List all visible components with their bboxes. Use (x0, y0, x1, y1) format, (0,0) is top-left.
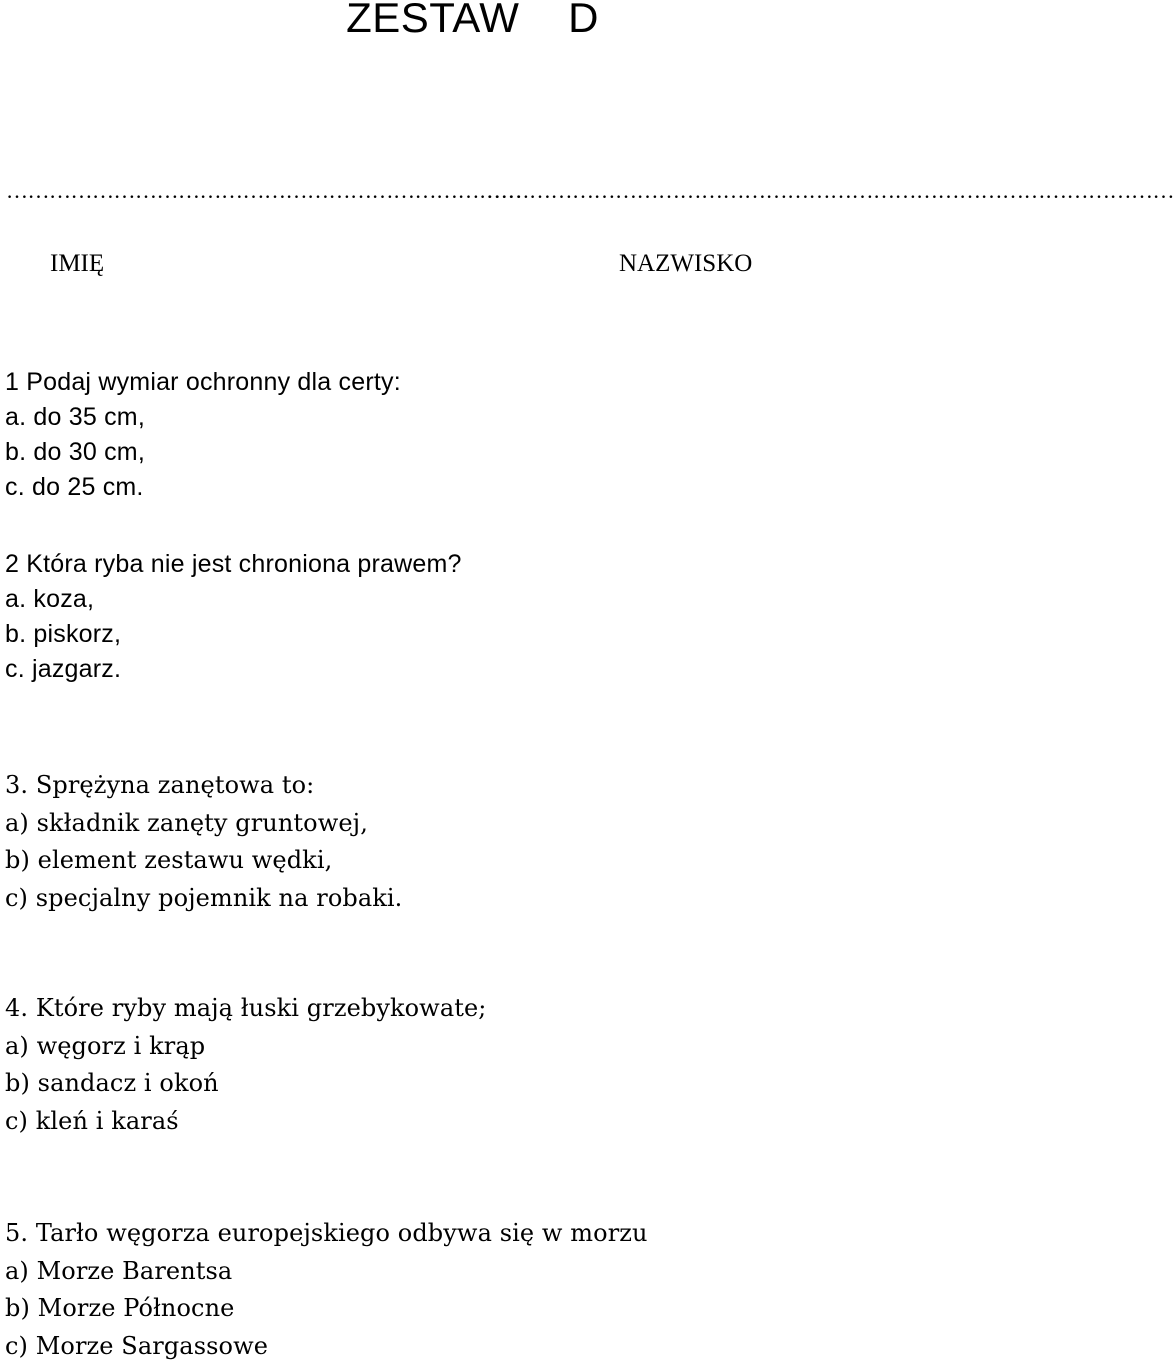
question-3 (5, 767, 402, 917)
question-2-text: 2 Która ryba nie jest chroniona prawem? (5, 550, 462, 578)
question-1-option-b: b. do 30 cm, (5, 438, 145, 466)
question-1-option-a: a. do 35 cm, (5, 403, 145, 431)
question-3-option-a: a) składnik zanęty gruntowej, (5, 808, 368, 837)
question-3-option-b: b) element zestawu wędki, (5, 846, 333, 874)
question-4-option-b: b) sandacz i okoń (5, 1069, 219, 1097)
question-2-option-c: c. jazgarz. (5, 655, 122, 683)
question-4 (5, 990, 486, 1140)
question-2-option-b: b. piskorz, (5, 620, 122, 648)
question-5-text: 5. Tarło węgorza europejskiego odbywa się w morzu (5, 1219, 648, 1247)
question-2-option-a: a. koza, (5, 585, 95, 613)
page-title: ZESTAW D (346, 0, 599, 41)
question-1 (5, 365, 401, 505)
question-1-text: 1 Podaj wymiar ochronny dla certy: (5, 368, 401, 396)
question-5-option-a: a) Morze Barentsa (5, 1256, 233, 1285)
question-3-text: 3. Sprężyna zanętowa to: (5, 771, 315, 799)
question-1-option-c: c. do 25 cm. (5, 473, 144, 501)
name-blank-line: ……………………………………………………………… (6, 178, 522, 203)
question-5-option-c: c) Morze Sargassowe (5, 1331, 269, 1360)
question-5 (5, 1215, 648, 1365)
name-label: IMIĘ (50, 250, 105, 277)
question-4-option-a: a) węgorz i krąp (5, 1031, 206, 1060)
question-4-text: 4. Które ryby mają łuski grzebykowate; (5, 994, 487, 1022)
question-2 (5, 547, 462, 687)
question-5-option-b: b) Morze Północne (5, 1294, 235, 1322)
surname-label: NAZWISKO (619, 250, 753, 277)
question-3-option-c: c) specjalny pojemnik na robaki. (5, 883, 403, 912)
surname-blank-line: …………………………………………………………………………………… (486, 178, 1174, 203)
question-4-option-c: c) kleń i karaś (5, 1106, 179, 1135)
